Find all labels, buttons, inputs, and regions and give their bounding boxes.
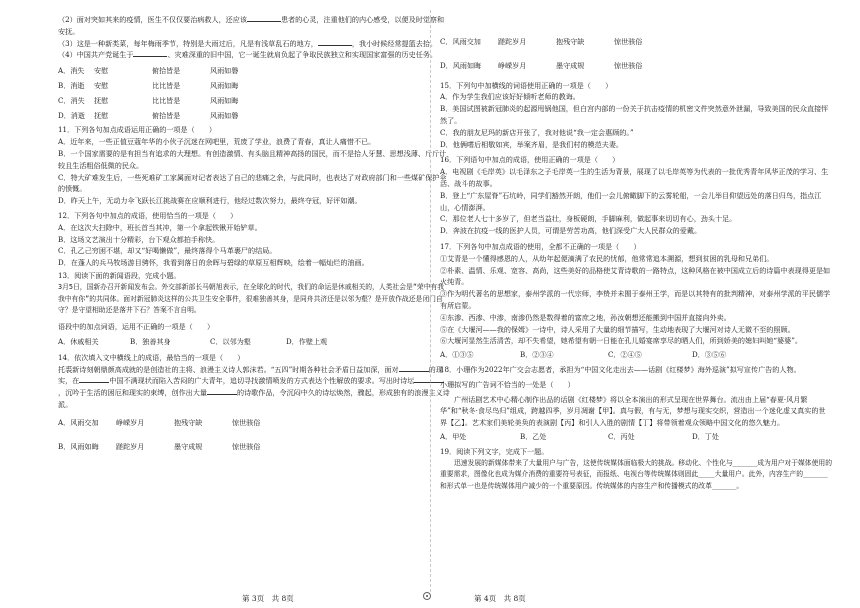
- page-number-right: 第 4页 共 8页: [474, 594, 526, 603]
- q17-option-b[interactable]: B．②③④: [520, 350, 554, 360]
- paragraph-3: （3）这是一种新类菜，每年梅雨季节，特别是大雨过后，凡是有浅草乱石的地方， ，我小时候经常提篮去拾。: [58, 38, 438, 48]
- binding-hole-icon: [423, 592, 431, 600]
- q17-options: [440, 349, 832, 361]
- q17-item-6: ⑥大堰河显然生活清苦，却不失希望，她希望有朝一日能在孔儿婚宴席享尽的晒人们，所到娇美的媳妇叫她“婆婆”。: [440, 336, 802, 346]
- left-page: [58, 14, 450, 589]
- q16-option-a[interactable]: A．电视剧《毛岸英》以毛泽东之子毛岸英一生的生活为背景，展现了以毛岸英等为代表的一批优秀青年风华正茂的学习、生活、战斗的故事。: [440, 167, 829, 188]
- q13-option-b[interactable]: B．独善其身: [130, 336, 171, 346]
- option-row[interactable]: C．风雨交加 蹉跎岁月 抱残守缺 惊世骇俗: [440, 37, 643, 46]
- q16-option-c[interactable]: C．那位老人七十多岁了，但老当益壮，身板硬朗，手脚麻利，做起事来切切有心，劲头十足。: [440, 214, 737, 224]
- q12-option-d[interactable]: D．在蓬人的兵马牧场游目骋怀，我看到落日的余晖与碧绿的草原互相辉映，绘着一幅灿烂的油画。: [58, 258, 369, 268]
- q15-option-b[interactable]: B．美国试图被新冠肺炎的起源甩锅他国，但白宫内部的一份关于抗击疫情的机密文件突然意外泄漏，导致美国的民众直接怦然了。: [440, 104, 829, 125]
- blank: [399, 371, 429, 372]
- option-row[interactable]: A．消失 安慰 俯拾皆是 风雨如磐: [58, 66, 239, 76]
- blank: [133, 56, 167, 57]
- q14-options-ab: [58, 417, 450, 453]
- question-11: 11．下列各句加点成语运用正确的一项是（ ）: [58, 125, 216, 135]
- blank: [247, 21, 281, 22]
- q16-option-b[interactable]: B．登上“广东屋脊”石坑岭，同学们豁然开朗，他们一会儿俯瞰脚下的云雾轮船，一会儿举目仰望远处的落日归鸟，指点江山，心情澎湃。: [440, 190, 822, 212]
- question-17: 17．下列各句中加点成语的使用，全都不正确的一项是（ ）: [440, 241, 641, 251]
- q19-passage: 迅速发展的新媒体带来了大量用户与广告，这使传统媒体面临极大的挑战。移动化、个性化与______成为用户对于媒体使用的重要需求，图像化也成为媒介消费的重要符号表征，而报纸、电视台等传统媒体则固此____大量用户。此外，内容生产的______和形式单一也是传统媒体用户减少的一个重要原因。传统媒体的内容生产和传播模式的改革______。: [440, 458, 832, 491]
- q17-option-a[interactable]: A．①③⑤: [440, 350, 474, 360]
- q18-option-a[interactable]: A．甲处: [440, 431, 467, 441]
- q13-options: [58, 336, 450, 348]
- q17-option-d[interactable]: D．③⑤⑥: [692, 350, 727, 360]
- blank: [318, 45, 352, 46]
- option-row[interactable]: D．风雨如晦 峥嵘岁月 墨守成规 惊世骇俗: [440, 60, 643, 70]
- q14-passage: 托裘新诗刻朝鼎颜高成就的是创造社的主将、浪漫主义诗人郭沫若。“五四”时期各种社会矛盾日益加深，面对 的现实，在 中国不满现状而陷入苦闷的广大青年，追切寻找激情喷发的方式表达个性解放的要求。写出时诗坛，沉吟于生活的困厄和现实的束缚，创作出大量 的诗歌作品，令沉闷中久的诗坛焕然，骤起，形成独有的浪漫主义诗派。: [58, 364, 450, 409]
- q11-option-d[interactable]: D．昨天上午，无动力伞飞跃长江挑战赛在应顺利进行，他经过数次努力，最终夺冠，好评如潮。: [58, 196, 362, 206]
- q17-option-c[interactable]: C．②④⑤: [608, 350, 642, 360]
- q17-item-1: ①艾青是一个懂得感恩的人，从幼年起便滴满了农民的忧郁，他常常追本溯源，想到贫困的乳母和兄弟们。: [440, 253, 774, 263]
- paragraph-4: （4）中国共产党诞生于 、灾难深重的旧中国，它一诞生就肩负起了争取民族独立和实现国家富强的历史任务。: [58, 50, 438, 60]
- right-page: [440, 14, 832, 589]
- question-14: 14．依次填入文中横线上的成语，最恰当的一项是（ ）: [58, 352, 245, 362]
- q14-options-cd: [440, 36, 832, 72]
- q12-option-b[interactable]: B．这场文艺演出十分精彩，台下观众都拍手称快。: [58, 234, 220, 244]
- q16-option-d[interactable]: D．奔波在抗疫一线的医护人员，可谓是劳苦功高，他们深受广大人民群众的爱戴。: [440, 226, 702, 236]
- option-row[interactable]: B．风雨如晦 蹉跎岁月 墨守成规 惊世骇俗: [58, 441, 261, 451]
- question-19: 19．阅读下列文字，完成下一题。: [440, 446, 549, 456]
- blank: [207, 394, 237, 395]
- q11-option-a[interactable]: A．近年来，一些正值豆蔻年华的小伙子沉迷在网吧里，荒废了学业，浪费了青春，真让人痛惜不已。: [58, 137, 376, 147]
- page-number-left: 第 3页 共 8页: [242, 594, 294, 603]
- q18-passage: 广州话剧艺术中心精心制作出品的话剧《红楼梦》将以全本演出的形式呈现在世界舞台。流出由上届“春夏·风月繁华”和“秋冬·食尽鸟归”组成，跨越四季，岁月凋谢【甲】。真与假，有与无，梦想与现实交织，营造出一个迷化虚又真实的世界【乙】。艺术家们美轮美奂的表演剧【丙】和引人入胜的剧情【丁】将带领着观众领略中国文化的悠久魅力。: [440, 394, 826, 428]
- option-row[interactable]: A．风雨交加 峥嵘岁月 抱残守缺 惊世骇俗: [58, 417, 261, 427]
- question-12: 12．下列各句中加点的成语，使用恰当的一项是（ ）: [58, 210, 238, 220]
- q13-option-a[interactable]: A．休戚相关: [58, 336, 99, 346]
- q11-option-b[interactable]: B．一个国家需要的是有担当有追求的大理想。有创造激情、有头脑且精神高扬的国民，而不是拾人牙慧、思想浅薄、斤斤计较且生活粗俗低微的民众。: [58, 148, 447, 170]
- question-16: 16．下列语句中加点的成语，使用正确的一项是（ ）: [440, 155, 620, 165]
- q18-subquestion: 小珊拟写的广告词不恰当的一处是（ ）: [440, 379, 575, 389]
- q18-options: [440, 431, 832, 443]
- paragraph-2: （2）面对突如其来的疫情，医生不仅仅要治病救人，还应该 患者的心灵，注重他们的内心感受，以便及时觉察和安抚。: [58, 15, 445, 36]
- q15-option-a[interactable]: A．作为学生我们应该好好倾听老师的教诲。: [440, 92, 580, 102]
- q15-option-d[interactable]: D．他俩嗜后相敬如宾，举案齐眉，是我们村的模范夫妻。: [440, 139, 624, 149]
- blank: [79, 382, 109, 383]
- q18-option-b[interactable]: B．乙处: [520, 431, 547, 441]
- page-divider: [430, 10, 431, 592]
- q12-option-c[interactable]: C．孔乙己穷困不堪，却又“好喝懒做”，最终落得个马革裹尸的结局。: [58, 246, 277, 256]
- q13-subquestion: 语段中的加点词语，运用不正确的一项是（ ）: [58, 322, 215, 332]
- question-15: 15．下列句中加横线的词语使用正确的一项是（ ）: [440, 80, 613, 90]
- q17-item-5: ⑤在《大堰河——我的保姆》一诗中，诗人采用了大量的细节描写，生动地表现了大堰河对诗人无微不至的照顾。: [440, 324, 795, 334]
- question-13: 13．阅读下面的新闻语段，完成小题。: [58, 270, 181, 280]
- q18-option-d[interactable]: D．丁处: [692, 431, 719, 441]
- q18-option-c[interactable]: C．丙处: [608, 431, 635, 441]
- q13-option-c[interactable]: C．以邻为壑: [210, 336, 251, 346]
- q17-item-4: ④东渗、西渗、中渗，南渗仍然是数得着的富庶之地，孙汝朝想还能搬到中国并直接向外卖。: [440, 312, 731, 322]
- option-row[interactable]: B．消逝 安慰 比比皆是 风雨如晦: [58, 80, 239, 90]
- option-row[interactable]: C．消失 抚慰 比比皆是 风雨如晦: [58, 95, 239, 105]
- question-18: 18．小珊作为2022年广交会志愿者，承担为“中国文化走出去——话剧《红楼梦》海外巡演”拟写宣传广告的人物。: [440, 364, 801, 374]
- q12-option-a[interactable]: A．在这次大扫除中，班长首当其冲，第一个拿起铁锹开始铲草。: [58, 222, 262, 232]
- q13-option-d[interactable]: D．作壁上观: [286, 336, 328, 346]
- q11-option-c[interactable]: C．特大矿难发生后，一些死难矿工家属面对记者表达了自己的悲痛之余，与此同时，也表达了对政府部门和一些煤矿保护伞的愤慨。: [58, 172, 447, 194]
- q17-item-2: ②朴素、温情、乐观、宽容、高尚，这些美好的品格使艾青诗歌的一路特点，这种风格在被中国成立后的诗篇中表现得更是如火纯青。: [440, 265, 831, 287]
- option-row[interactable]: D．消逝 抚慰 俯拾皆是 风雨如磐: [58, 110, 239, 120]
- q13-passage: 3月5日，国新办召开新闻发布会。外交部新部长马朝旭表示，在全球化的时代，我们的命运是休戚相关的，人类社会是“荣中有我我中有你”的共同体。面对新冠肺炎这样的公共卫生安全事件，很难独善其身，是同舟共济还是以邻为壑？是开放作战还是闭门自守？是守望相助还是落井下石？答案不言自明。: [58, 282, 445, 315]
- q15-option-c[interactable]: C．我的朋友尼玛的新店开张了，我对他说“我一定会惠顾的。”: [440, 127, 634, 137]
- q10-options: [58, 65, 450, 121]
- q17-item-3: ③作为明代著名的思想家，泰州学派的一代宗师，李贽并未囿于泰州王学，而是以其特有的批判精神，对泰州学派的平民儒学有所启蒙。: [440, 289, 831, 310]
